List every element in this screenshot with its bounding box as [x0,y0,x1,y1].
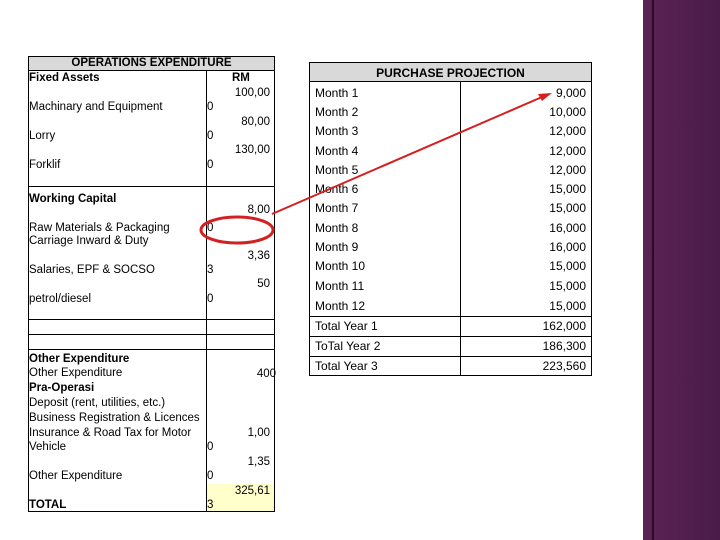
raw-materials-label: Raw Materials & Packaging [29,222,170,234]
petrol-label: petrol/diesel [29,293,92,305]
annotation-arrow-line [272,97,542,214]
sheet-title: OPERATIONS EXPENDITURE [71,57,232,69]
row-value: 162,000 [542,319,586,333]
value-text: 0 [207,470,214,482]
fixed-assets-heading: Fixed Assets [29,72,100,84]
value-text: 0 [207,222,214,234]
row-label: Month 10 [315,259,366,273]
row-label: Month 9 [315,240,359,254]
row-value: 16,000 [549,221,586,235]
row-label: Month 12 [315,299,366,313]
value-text: 1,35 [247,456,270,468]
row-label: Month 11 [315,279,365,293]
value-text: 0 [207,130,214,142]
row-label: Month 5 [315,163,359,177]
row-value: 15,000 [549,259,586,273]
row-value: 10,000 [549,105,586,119]
value-text: 0 [207,293,214,305]
other-expenditure-label: Other Expenditure [29,367,123,379]
value-text: 1,00 [247,427,270,439]
forklif-label: Forklif [29,159,61,171]
carriage-label: Carriage Inward & Duty [29,235,149,247]
value-text: 130,00 [234,144,270,156]
row-label: Month 8 [315,221,359,235]
value-text: 100,00 [234,87,270,99]
currency-label: RM [232,72,250,84]
row-value: 15,000 [549,182,586,196]
value-text: 80,00 [241,116,270,128]
value-text: 50 [257,278,270,290]
value-text: 3 [207,499,214,511]
lorry-label: Lorry [29,130,56,142]
row-label: Month 1 [315,86,359,100]
other-expenditure-heading: Other Expenditure [29,353,130,365]
row-label: Month 6 [315,182,359,196]
value-text: 400 [256,368,276,380]
row-label: Month 7 [315,201,359,215]
row-label: Month 2 [315,105,359,119]
row-label: Total Year 3 [315,359,378,373]
machinary-label: Machinary and Equipment [29,101,163,113]
value-text: 0 [207,159,214,171]
row-value: 15,000 [549,201,586,215]
value-text: 0 [207,441,214,453]
row-value: 15,000 [549,299,586,313]
business-registration-label: Business Registration & Licences [29,412,200,424]
total-label: TOTAL [29,499,67,511]
insurance-label: Insurance & Road Tax for Motor [29,427,192,439]
vehicle-label: Vehicle [29,441,67,453]
salaries-label: Salaries, EPF & SOCSO [29,264,155,276]
row-label: Total Year 1 [315,319,378,333]
row-label: ToTal Year 2 [315,339,381,353]
row-value: 15,000 [549,279,586,293]
row-value: 9,000 [555,86,586,100]
row-value: 12,000 [549,144,586,158]
value-text: 3 [207,264,214,276]
deposit-label: Deposit (rent, utilities, etc.) [29,397,166,409]
highlight-ellipse [201,217,273,243]
row-value: 223,560 [542,359,586,373]
row-value: 16,000 [549,240,586,254]
total-value: 325,61 [234,485,270,497]
row-value: 186,300 [542,339,586,353]
other-expenditure-label-2: Other Expenditure [29,470,123,482]
row-value: 12,000 [549,163,586,177]
row-label: Month 3 [315,124,359,138]
annotation-arrowhead [538,93,552,101]
value-text: 3,36 [247,250,270,262]
pra-operasi-heading: Pra-Operasi [29,382,95,394]
row-value: 12,000 [549,124,586,138]
purchase-projection-title: PURCHASE PROJECTION [309,62,592,82]
value-text: 8,00 [247,204,270,216]
row-label: Month 4 [315,144,359,158]
working-capital-heading: Working Capital [29,193,117,205]
value-text: 0 [207,101,214,113]
